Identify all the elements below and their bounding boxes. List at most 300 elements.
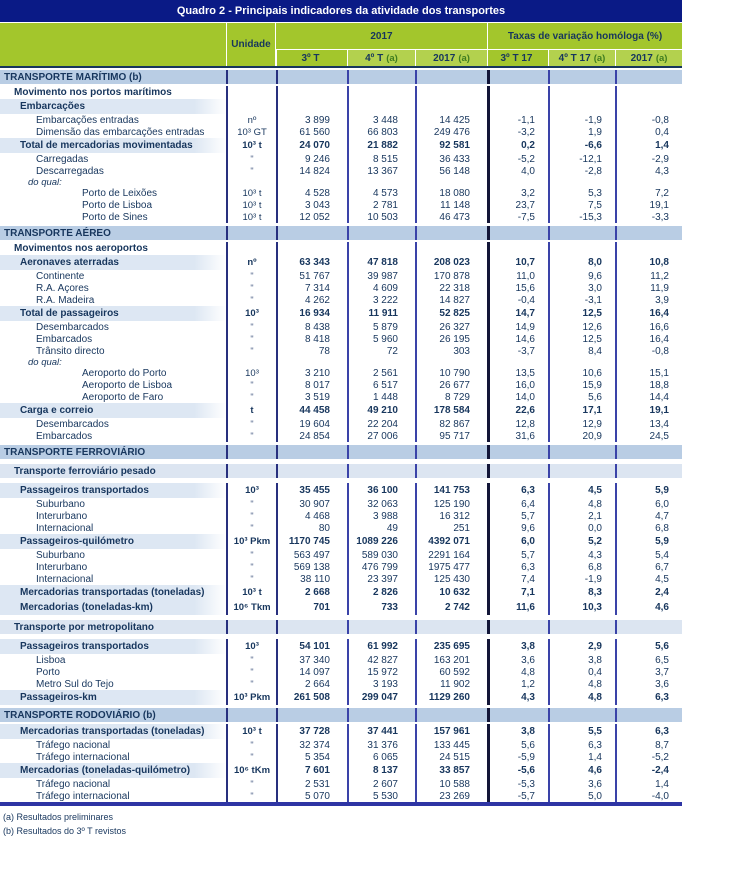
value-cell: 9 246 (276, 153, 347, 165)
value-cell: 10 790 (415, 367, 487, 379)
unit-cell: 10⁶ Tkm (226, 600, 276, 615)
value-cell: 32 374 (276, 739, 347, 751)
value-cell (347, 620, 415, 634)
section-row (0, 70, 682, 84)
pct-cell: 4,6 (548, 763, 615, 778)
unit-cell (226, 464, 276, 478)
unit-cell: 10³ (226, 306, 276, 321)
pct-cell (548, 70, 615, 84)
pct-cell: 15,9 (548, 379, 615, 391)
value-cell: 3 519 (276, 391, 347, 403)
value-cell (415, 445, 487, 459)
value-cell (276, 99, 347, 114)
pct-cell: -0,4 (487, 294, 548, 306)
unit-cell: 10³ t (226, 211, 276, 223)
value-cell: 14 827 (415, 294, 487, 306)
pct-cell: 5,7 (487, 549, 548, 561)
value-cell (347, 226, 415, 240)
pct-cell: 4,5 (548, 483, 615, 498)
pct-cell: -5,3 (487, 778, 548, 790)
value-cell: 61 992 (347, 639, 415, 654)
row-label: Mercadorias (toneladas-km) (0, 600, 226, 615)
pct-cell: 11,6 (487, 600, 548, 615)
value-cell (415, 226, 487, 240)
value-cell: 125 430 (415, 573, 487, 585)
value-cell: 11 911 (347, 306, 415, 321)
pct-cell (487, 445, 548, 459)
row-label: Suburbano (36, 498, 85, 510)
pct-cell: 4,0 (487, 165, 548, 177)
pct-cell: -5,2 (487, 153, 548, 165)
pct-cell: 5,6 (615, 639, 682, 654)
unit-cell: " (226, 678, 276, 690)
row-label: Transporte ferroviário pesado (14, 465, 156, 477)
data-row (0, 294, 682, 306)
row-label: Mercadorias transportadas (toneladas) (0, 585, 226, 600)
row-label: Dimensão das embarcações entradas (36, 126, 205, 138)
value-cell (415, 357, 487, 367)
value-cell: 33 857 (415, 763, 487, 778)
value-cell: 39 987 (347, 270, 415, 282)
data-row (0, 187, 682, 199)
pct-cell (615, 357, 682, 367)
row-label: Passageiros-km (0, 690, 226, 705)
value-cell (347, 99, 415, 114)
header-col-3t17 (487, 49, 548, 66)
value-cell (276, 464, 347, 478)
header-group-taxas: Taxas de variação homóloga (%) (487, 23, 682, 49)
group-row (0, 690, 682, 705)
unit-cell: 10³ (226, 483, 276, 498)
value-cell: 4 262 (276, 294, 347, 306)
pct-cell: 18,8 (615, 379, 682, 391)
pct-cell: 5,6 (487, 739, 548, 751)
value-cell: 42 827 (347, 654, 415, 666)
value-cell: 5 530 (347, 790, 415, 802)
row-label: Passageiros-quilómetro (0, 534, 226, 549)
pct-cell: -6,6 (548, 138, 615, 153)
section-row (0, 226, 682, 240)
value-cell: 8 438 (276, 321, 347, 333)
pct-cell: 5,9 (615, 534, 682, 549)
pct-cell: -5,7 (487, 790, 548, 802)
value-cell: 8 017 (276, 379, 347, 391)
value-cell: 163 201 (415, 654, 487, 666)
value-cell: 26 677 (415, 379, 487, 391)
pct-cell: 4,6 (615, 600, 682, 615)
data-row (0, 153, 682, 165)
pct-cell: 6,3 (548, 739, 615, 751)
value-cell: 2 531 (276, 778, 347, 790)
pct-cell: 5,6 (548, 391, 615, 403)
pct-cell: 6,3 (487, 483, 548, 498)
row-label: R.A. Madeira (36, 294, 95, 306)
header-col-main: 2017 (630, 52, 653, 64)
row-label: Embarcações (0, 99, 226, 114)
header-col-main: 3º T 17 (500, 52, 533, 64)
data-row (0, 165, 682, 177)
value-cell: 563 497 (276, 549, 347, 561)
data-row (0, 751, 682, 763)
value-cell: 7 314 (276, 282, 347, 294)
pct-cell: 14,0 (487, 391, 548, 403)
value-cell: 1129 260 (415, 690, 487, 705)
pct-cell: -0,8 (615, 114, 682, 126)
value-cell: 1975 477 (415, 561, 487, 573)
header-col-main: 3º T (301, 52, 320, 64)
value-cell: 2291 164 (415, 549, 487, 561)
pct-cell: 16,4 (615, 333, 682, 345)
value-cell: 47 818 (347, 255, 415, 270)
unit-cell: " (226, 282, 276, 294)
value-cell: 32 063 (347, 498, 415, 510)
header-col-main: 4º T (365, 52, 384, 64)
value-cell: 2 561 (347, 367, 415, 379)
value-cell: 701 (276, 600, 347, 615)
value-cell: 3 193 (347, 678, 415, 690)
pct-cell: 3,9 (615, 294, 682, 306)
value-cell: 24 515 (415, 751, 487, 763)
unit-cell: " (226, 379, 276, 391)
pct-cell (615, 620, 682, 634)
group-row (0, 255, 682, 270)
value-cell: 133 445 (415, 739, 487, 751)
value-cell: 63 343 (276, 255, 347, 270)
value-cell (276, 226, 347, 240)
row-label: Carregadas (36, 153, 89, 165)
value-cell: 3 899 (276, 114, 347, 126)
value-cell: 3 988 (347, 510, 415, 522)
value-cell: 27 006 (347, 430, 415, 442)
value-cell: 44 458 (276, 403, 347, 418)
group-row (0, 639, 682, 654)
value-cell: 8 418 (276, 333, 347, 345)
unit-cell: " (226, 666, 276, 678)
value-cell: 5 070 (276, 790, 347, 802)
value-cell: 6 517 (347, 379, 415, 391)
value-cell: 38 110 (276, 573, 347, 585)
value-cell: 7 601 (276, 763, 347, 778)
value-cell: 22 204 (347, 418, 415, 430)
unit-cell: 10³ GT (226, 126, 276, 138)
unit-cell (226, 242, 276, 255)
header-col-suffix: (a) (593, 52, 606, 64)
unit-cell: " (226, 778, 276, 790)
value-cell (415, 242, 487, 255)
value-cell (276, 708, 347, 722)
pct-cell: 3,6 (615, 678, 682, 690)
data-row (0, 498, 682, 510)
value-cell: 5 354 (276, 751, 347, 763)
note-row (0, 177, 682, 187)
value-cell: 26 327 (415, 321, 487, 333)
row-label: Interurbano (36, 510, 88, 522)
unit-cell: 10⁶ tKm (226, 763, 276, 778)
row-label: Passageiros transportados (0, 483, 226, 498)
pct-cell: 6,3 (615, 690, 682, 705)
data-row (0, 573, 682, 585)
row-label: Mercadorias (toneladas-quilómetro) (0, 763, 226, 778)
pct-cell: 1,9 (548, 126, 615, 138)
unit-cell (226, 99, 276, 114)
value-cell (276, 242, 347, 255)
pct-cell (487, 99, 548, 114)
unit-cell: 10³ t (226, 585, 276, 600)
value-cell: 82 867 (415, 418, 487, 430)
pct-cell: 15,1 (615, 367, 682, 379)
unit-cell: " (226, 270, 276, 282)
value-cell: 37 441 (347, 724, 415, 739)
value-cell (347, 445, 415, 459)
row-label: Aeroporto de Faro (82, 391, 164, 403)
unit-cell: nº (226, 255, 276, 270)
value-cell: 4392 071 (415, 534, 487, 549)
pct-cell (487, 242, 548, 255)
pct-cell: -3,3 (615, 211, 682, 223)
table-body (0, 70, 682, 802)
table-title: Quadro 2 - Principais indicadores da atividade dos transportes (176, 5, 506, 17)
row-label: Embarcados (36, 430, 93, 442)
pct-cell: 4,7 (615, 510, 682, 522)
value-cell (347, 242, 415, 255)
pct-cell: 3,6 (487, 654, 548, 666)
subsection-row (0, 242, 682, 255)
value-cell: 30 907 (276, 498, 347, 510)
value-cell: 37 340 (276, 654, 347, 666)
header-col-suffix: (a) (458, 52, 470, 64)
value-cell: 3 043 (276, 199, 347, 211)
unit-cell (226, 357, 276, 367)
pct-cell: -3,7 (487, 345, 548, 357)
pct-cell: -2,9 (615, 153, 682, 165)
pct-cell (615, 708, 682, 722)
pct-cell: 19,1 (615, 199, 682, 211)
unit-cell (226, 70, 276, 84)
row-label: Movimento nos portos marítimos (14, 87, 172, 98)
group-row (0, 763, 682, 778)
unit-cell: " (226, 153, 276, 165)
pct-cell: 4,8 (548, 690, 615, 705)
data-row (0, 790, 682, 802)
pct-cell (615, 445, 682, 459)
value-cell (276, 357, 347, 367)
unit-cell: 10³ t (226, 187, 276, 199)
header-col-suffix: (a) (655, 52, 668, 64)
pct-cell: 11,9 (615, 282, 682, 294)
value-cell: 1170 745 (276, 534, 347, 549)
unit-cell (226, 226, 276, 240)
data-row (0, 379, 682, 391)
data-row (0, 282, 682, 294)
pct-cell: 6,4 (487, 498, 548, 510)
pct-cell (615, 242, 682, 255)
pct-cell: -7,5 (487, 211, 548, 223)
value-cell (276, 177, 347, 187)
pct-cell: 6,7 (615, 561, 682, 573)
unit-cell: " (226, 522, 276, 534)
value-cell: 80 (276, 522, 347, 534)
value-cell: 24 854 (276, 430, 347, 442)
pct-cell: 6,5 (615, 654, 682, 666)
row-label: Suburbano (36, 549, 85, 561)
value-cell: 1089 226 (347, 534, 415, 549)
data-row (0, 430, 682, 442)
pct-cell: 20,9 (548, 430, 615, 442)
value-cell: 21 882 (347, 138, 415, 153)
pct-cell: 3,8 (548, 654, 615, 666)
value-cell: 92 581 (415, 138, 487, 153)
unit-cell: " (226, 654, 276, 666)
pct-cell (487, 70, 548, 84)
pct-cell: 13,5 (487, 367, 548, 379)
pct-cell (487, 464, 548, 478)
header-col-main: 2017 (433, 52, 456, 64)
pct-cell: 0,0 (548, 522, 615, 534)
value-cell (415, 99, 487, 114)
value-cell: 3 210 (276, 367, 347, 379)
row-label: Transporte por metropolitano (14, 621, 155, 633)
pct-cell: 5,4 (615, 549, 682, 561)
row-label: TRANSPORTE RODOVIÁRIO (b) (4, 709, 156, 721)
data-row (0, 199, 682, 211)
value-cell: 52 825 (415, 306, 487, 321)
pct-cell: -5,6 (487, 763, 548, 778)
pct-cell (615, 464, 682, 478)
row-label: Metro Sul do Tejo (36, 678, 114, 690)
unit-cell (226, 445, 276, 459)
header-col-suffix: (a) (386, 52, 398, 64)
row-label: TRANSPORTE AÉREO (4, 227, 111, 239)
pct-cell: 12,5 (548, 333, 615, 345)
pct-cell (548, 620, 615, 634)
section-row (0, 445, 682, 459)
value-cell: 72 (347, 345, 415, 357)
value-cell: 14 824 (276, 165, 347, 177)
unit-cell: " (226, 739, 276, 751)
pct-cell (548, 445, 615, 459)
value-cell: 36 100 (347, 483, 415, 498)
pct-cell (548, 226, 615, 240)
pct-cell (487, 226, 548, 240)
pct-cell: 6,8 (615, 522, 682, 534)
pct-cell: 7,4 (487, 573, 548, 585)
pct-cell: 23,7 (487, 199, 548, 211)
row-label: Lisboa (36, 654, 66, 666)
pct-cell: 10,8 (615, 255, 682, 270)
header-col-4t17 (548, 49, 615, 66)
pct-cell: 4,8 (548, 498, 615, 510)
value-cell: 10 503 (347, 211, 415, 223)
value-cell: 733 (347, 600, 415, 615)
pct-cell (615, 86, 682, 99)
row-label: do qual: (28, 357, 62, 367)
pct-cell: 31,6 (487, 430, 548, 442)
data-row (0, 126, 682, 138)
unit-cell: 10³ Pkm (226, 534, 276, 549)
header-group-2017: 2017 (370, 30, 393, 42)
group-row (0, 403, 682, 418)
row-label: Porto de Sines (82, 211, 148, 223)
pct-cell: 9,6 (487, 522, 548, 534)
value-cell (415, 86, 487, 99)
pct-cell: 7,5 (548, 199, 615, 211)
pct-cell (487, 357, 548, 367)
row-label: Embarcados (36, 333, 93, 345)
value-cell: 19 604 (276, 418, 347, 430)
value-cell: 78 (276, 345, 347, 357)
pct-cell: 3,6 (548, 778, 615, 790)
data-row (0, 778, 682, 790)
pct-cell: 3,7 (615, 666, 682, 678)
value-cell: 251 (415, 522, 487, 534)
value-cell: 4 609 (347, 282, 415, 294)
unit-cell: t (226, 403, 276, 418)
unit-cell (226, 708, 276, 722)
pct-cell: -0,8 (615, 345, 682, 357)
pct-cell: -4,0 (615, 790, 682, 802)
value-cell: 37 728 (276, 724, 347, 739)
group-row (0, 600, 682, 615)
row-label: Total de mercadorias movimentadas (0, 138, 226, 153)
pct-cell: -1,9 (548, 573, 615, 585)
value-cell: 249 476 (415, 126, 487, 138)
value-cell: 4 573 (347, 187, 415, 199)
value-cell: 31 376 (347, 739, 415, 751)
data-row (0, 510, 682, 522)
value-cell: 56 148 (415, 165, 487, 177)
pct-cell (548, 177, 615, 187)
header-blank-cell (0, 23, 226, 66)
value-cell (276, 620, 347, 634)
pct-cell: 2,4 (615, 585, 682, 600)
pct-cell: 14,6 (487, 333, 548, 345)
pct-cell: 10,6 (548, 367, 615, 379)
pct-cell (548, 357, 615, 367)
pct-cell: 12,9 (548, 418, 615, 430)
pct-cell: -12,1 (548, 153, 615, 165)
row-label: Internacional (36, 573, 94, 585)
pct-cell: 15,6 (487, 282, 548, 294)
value-cell: 2 607 (347, 778, 415, 790)
pct-cell: 4,8 (548, 678, 615, 690)
value-cell (347, 70, 415, 84)
row-label: Porto de Lisboa (82, 199, 153, 211)
data-row (0, 321, 682, 333)
pct-cell: 4,3 (548, 549, 615, 561)
pct-cell: 12,8 (487, 418, 548, 430)
value-cell: 10 588 (415, 778, 487, 790)
subsection-row (0, 86, 682, 99)
pct-cell: -2,8 (548, 165, 615, 177)
value-cell: 2 668 (276, 585, 347, 600)
value-cell (347, 708, 415, 722)
value-cell: 5 960 (347, 333, 415, 345)
pct-cell: 10,3 (548, 600, 615, 615)
unit-cell: " (226, 510, 276, 522)
pct-cell: 1,2 (487, 678, 548, 690)
unit-cell: 10³ (226, 367, 276, 379)
data-row (0, 666, 682, 678)
value-cell: 60 592 (415, 666, 487, 678)
unit-cell: " (226, 333, 276, 345)
pct-cell: 0,2 (487, 138, 548, 153)
value-cell: 23 269 (415, 790, 487, 802)
unit-cell: " (226, 321, 276, 333)
pct-cell: 1,4 (615, 778, 682, 790)
value-cell: 95 717 (415, 430, 487, 442)
value-cell: 18 080 (415, 187, 487, 199)
unit-cell: " (226, 165, 276, 177)
